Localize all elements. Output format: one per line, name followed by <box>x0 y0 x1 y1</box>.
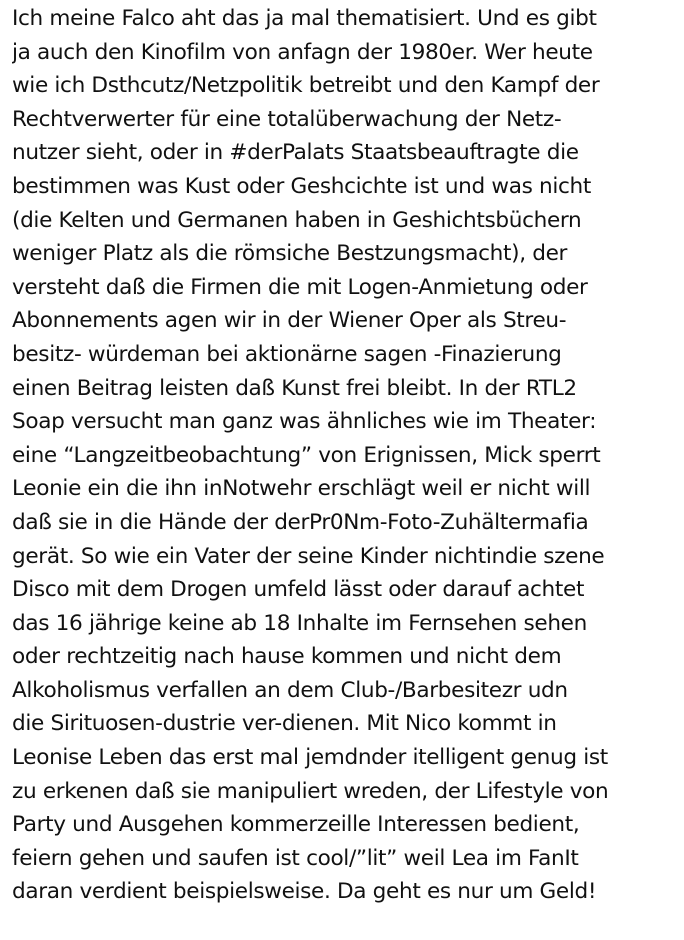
text-line: oder rechtzeitig nach hause kommen und nicht dem <box>12 644 562 670</box>
text-line: Alkoholismus verfallen an dem Club-/Barbesitezr udn <box>12 677 568 703</box>
text-line: Party und Ausgehen kommerzeille Interessen bedient, <box>12 812 580 838</box>
text-line: Abonnements agen wir in der Wiener Oper als Streu- <box>12 308 567 334</box>
text-line: versteht daß die Firmen die mit Logen-Anmietung oder <box>12 274 588 300</box>
text-line: gerät. So wie ein Vater der seine Kinder nichtindie szene <box>12 543 605 569</box>
document-paragraph <box>12 2 680 909</box>
text-line: Disco mit dem Drogen umfeld lässt oder darauf achtet <box>12 577 585 603</box>
text-line: das 16 jährige keine ab 18 Inhalte im Fernsehen sehen <box>12 610 587 636</box>
text-line: Ich meine Falco aht das ja mal thematisiert. Und es gibt <box>12 6 597 31</box>
text-line: Rechtverwerter für eine totalüberwachung der Netz- <box>12 106 562 132</box>
text-line: zu erkenen daß sie manipuliert wreden, der Lifestyle von <box>12 778 609 804</box>
text-line: die Sirituosen-dustrie ver-dienen. Mit Nico kommt in <box>12 711 557 737</box>
text-line: nutzer sieht, oder in #derPalats Staatsbeauftragte die <box>12 140 579 166</box>
text-line: ja auch den Kinofilm von anfagn der 1980er. Wer heute <box>12 39 593 65</box>
text-line: feiern gehen und saufen ist cool/”lit” weil Lea im FanIt <box>12 845 579 871</box>
text-line: daß sie in die Hände der derPr0Nm-Foto-Zuhältermafia <box>12 509 589 535</box>
text-line: Soap versucht man ganz was ähnliches wie im Theater: <box>12 409 597 435</box>
text-line: wie ich Dsthcutz/Netzpolitik betreibt und den Kampf der <box>12 73 600 99</box>
text-line: besitz- würdeman bei aktionärne sagen -Finazierung <box>12 341 562 367</box>
text-line: einen Beitrag leisten daß Kunst frei bleibt. In der RTL2 <box>12 375 577 401</box>
text-line: Leonie ein die ihn inNotwehr erschlägt weil er nicht will <box>12 476 591 502</box>
text-line: (die Kelten und Germanen haben in Geshichtsbüchern <box>12 207 582 233</box>
text-line: eine “Langzeitbeobachtung” von Erignissen, Mick sperrt <box>12 442 601 468</box>
text-line: daran verdient beispielsweise. Da geht es nur um Geld! <box>12 879 597 905</box>
text-line: bestimmen was Kust oder Geshcichte ist und was nicht <box>12 173 591 199</box>
text-line: weniger Platz als die römsiche Bestzungsmacht), der <box>12 241 568 267</box>
text-line: Leonise Leben das erst mal jemdnder itelligent genug ist <box>12 745 608 771</box>
